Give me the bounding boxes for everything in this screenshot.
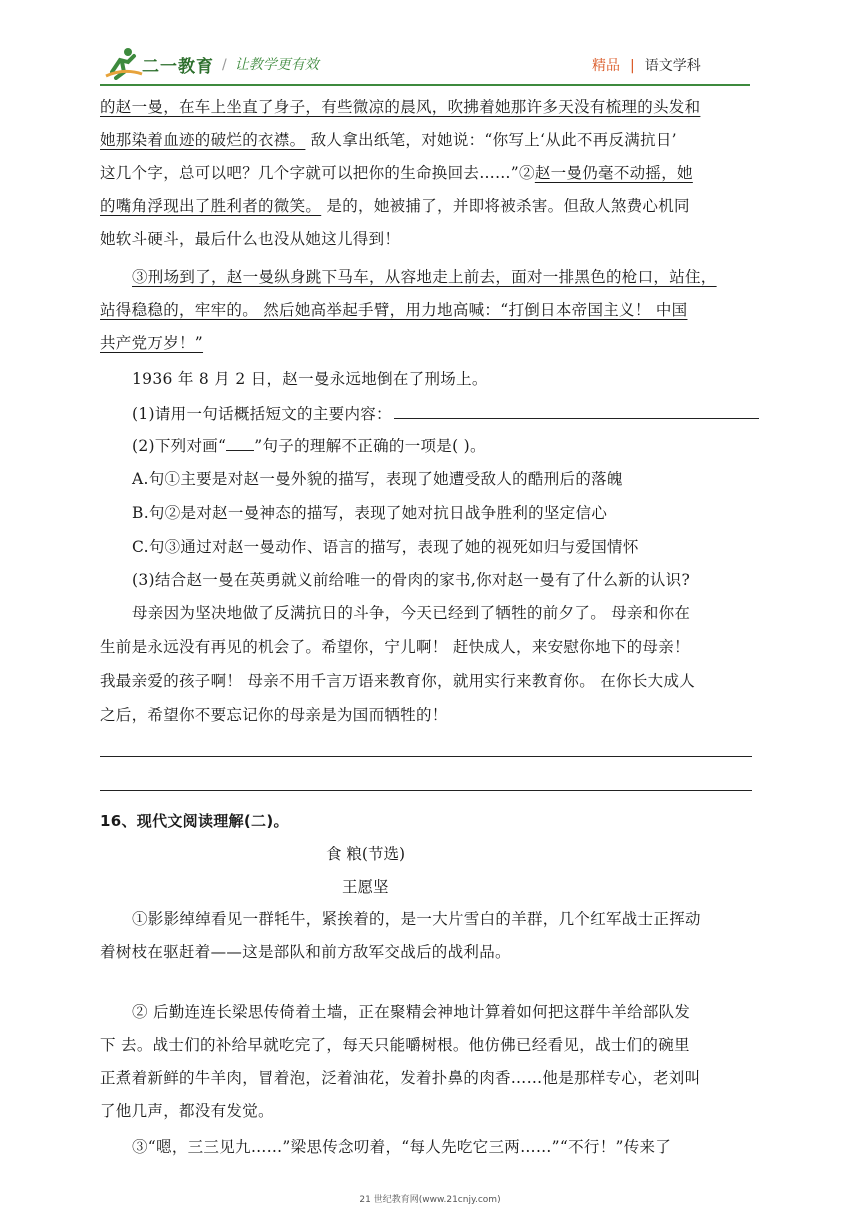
header-rule	[100, 84, 750, 86]
answer-blank[interactable]	[394, 402, 759, 419]
slogan: / 让教学更有效	[222, 57, 319, 73]
article-line: 正煮着新鲜的牛羊肉，冒着泡，泛着油花，发着扑鼻的肉香……他是那样专心，老刘叫	[100, 1069, 701, 1087]
question-2: (2)下列对画“ ”句子的理解不正确的一项是( )。	[132, 437, 486, 455]
article-author: 王愿坚	[342, 878, 389, 896]
question-3: (3)结合赵一曼在英勇就义前给唯一的骨肉的家书,你对赵一曼有了什么新的认识?	[132, 571, 691, 589]
logo	[104, 46, 234, 82]
article-title: 食 粮(节选)	[326, 845, 406, 863]
answer-line[interactable]	[100, 756, 752, 757]
article-line: ③“嗯，三三见九……”梁思传念叨着，“每人先吃它三两……”“不行！”传来了	[132, 1138, 672, 1156]
page-header	[0, 0, 860, 90]
question-1: (1)请用一句话概括短文的主要内容：	[100, 402, 784, 425]
article-line: ①影影绰绰看见一群牦牛，紧挨着的，是一大片雪白的羊群，几个红军战士正挥动	[132, 910, 701, 928]
page-footer: 21 世纪教育网(www.21cnjy.com)	[359, 1195, 501, 1205]
option-b: B.句②是对赵一曼神态的描写，表现了她对抗日战争胜利的坚定信心	[132, 504, 608, 522]
letter-line: 生前是永远没有再见的机会了。希望你，宁儿啊！ 赶快成人，来安慰你地下的母亲！	[100, 638, 690, 656]
letter-line: 之后，希望你不要忘记你的母亲是为国而牺牲的！	[100, 706, 448, 724]
letter-line: 我最亲爱的孩子啊！ 母亲不用千言万语来教育你，就用实行来教育你。 在你长大成人	[100, 672, 696, 690]
passage-line: 这几个字，总可以吧？几个字就可以把你的生命换回去……”②赵一曼仍毫不动摇，她	[100, 164, 693, 182]
underline-sample	[226, 436, 254, 451]
option-a: A.句①主要是对赵一曼外貌的描写，表现了她遭受敌人的酷刑后的落魄	[132, 470, 623, 488]
passage-line: 她那染着血迹的破烂的衣襟。 敌人拿出纸笔，对她说：“你写上‘从此不再反满抗日’	[100, 131, 677, 149]
article-line: 了他几声，都没有发觉。	[100, 1102, 274, 1120]
quality-tag: 精品	[592, 58, 620, 74]
article-line: 着树枝在驱赶着——这是部队和前方敌军交战后的战利品。	[100, 943, 511, 961]
header-tags: 精品 | 语文学科	[592, 58, 701, 74]
logo-text: 二一教育	[142, 57, 214, 77]
passage-line: 她软斗硬斗，最后什么也没从她这儿得到！	[100, 230, 401, 248]
passage-line: 的嘴角浮现出了胜利者的微笑。 是的，她被捕了，并即将被杀害。但敌人煞费心机同	[100, 197, 690, 215]
option-c: C.句③通过对赵一曼动作、语言的描写，表现了她的视死如归与爱国情怀	[132, 538, 639, 556]
passage-line: 的赵一曼，在车上坐直了身子，有些微凉的晨风，吹拂着她那许多天没有梳理的头发和	[100, 98, 701, 116]
section-heading: 16、现代文阅读理解(二)。	[100, 812, 289, 830]
article-line: ② 后勤连连长梁思传倚着土墙，正在聚精会神地计算着如何把这群牛羊给部队发	[132, 1003, 691, 1021]
article-line: 下 去。战士们的补给早就吃完了，每天只能嚼树根。他仿佛已经看见，战士们的碗里	[100, 1036, 690, 1054]
subject-tag: 语文学科	[644, 58, 701, 74]
passage-date-line: 1936 年 8 月 2 日，赵一曼永远地倒在了刑场上。	[132, 370, 488, 388]
answer-line[interactable]	[100, 790, 752, 791]
passage-line: ③刑场到了，赵一曼纵身跳下马车，从容地走上前去，面对一排黑色的枪口，站住，	[132, 268, 717, 286]
passage-line: 共产党万岁！”	[100, 334, 204, 352]
passage-line: 站得稳稳的，牢牢的。 然后她高举起手臂，用力地高喊：“打倒日本帝国主义！ 中国	[100, 301, 688, 319]
slogan-text: 让教学更有效	[234, 57, 319, 73]
letter-line: 母亲因为坚决地做了反满抗日的斗争，今天已经到了牺牲的前夕了。 母亲和你在	[132, 604, 691, 622]
runner-logo-icon	[104, 46, 144, 80]
